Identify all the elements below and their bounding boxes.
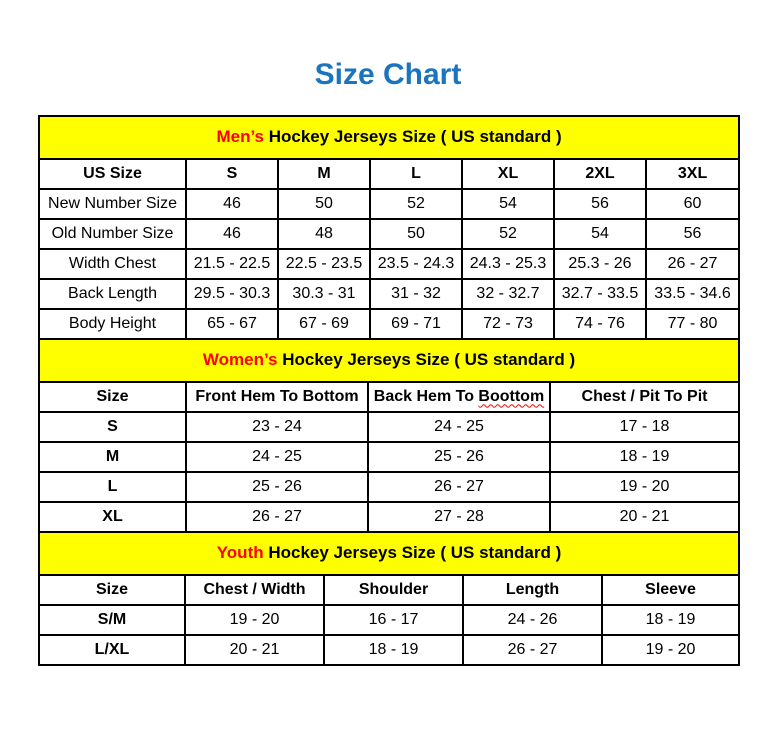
size-value-cell: 27 - 28 xyxy=(368,502,550,532)
row-label-cell: Body Height xyxy=(39,309,186,339)
size-value-cell: 48 xyxy=(278,219,370,249)
womens-section-header xyxy=(39,339,739,382)
size-value-cell: 31 - 32 xyxy=(370,279,462,309)
size-value-cell: 23 - 24 xyxy=(186,412,368,442)
size-value-cell: 24 - 26 xyxy=(463,605,602,635)
youth-column-header: Length xyxy=(463,575,602,605)
mens-header-highlight: Men’s xyxy=(216,127,264,146)
misspelled-word: Boottom xyxy=(478,387,545,405)
column-header-text: Back Hem To xyxy=(373,387,479,405)
row-label-cell: Width Chest xyxy=(39,249,186,279)
size-value-cell: 52 xyxy=(462,219,554,249)
size-value-cell: 77 - 80 xyxy=(646,309,739,339)
size-value-cell: 32.7 - 33.5 xyxy=(554,279,646,309)
mens-column-header: 2XL xyxy=(554,159,646,189)
size-value-cell: 26 - 27 xyxy=(368,472,550,502)
page-title: Size Chart xyxy=(314,58,462,91)
size-value-cell: 54 xyxy=(554,219,646,249)
mens-size-table xyxy=(38,115,740,340)
youth-column-header-row xyxy=(39,575,739,605)
size-value-cell: 50 xyxy=(370,219,462,249)
row-label-cell: S xyxy=(39,412,186,442)
size-value-cell: 29.5 - 30.3 xyxy=(186,279,278,309)
size-value-cell: 65 - 67 xyxy=(186,309,278,339)
size-value-cell: 32 - 32.7 xyxy=(462,279,554,309)
mens-column-header: S xyxy=(186,159,278,189)
womens-section-band xyxy=(39,339,739,382)
mens-row xyxy=(39,219,739,249)
mens-header-rest: Hockey Jerseys Size ( US standard ) xyxy=(264,127,562,146)
size-value-cell: 24.3 - 25.3 xyxy=(462,249,554,279)
womens-row xyxy=(39,442,739,472)
row-label-cell: XL xyxy=(39,502,186,532)
size-value-cell: 52 xyxy=(370,189,462,219)
size-value-cell: 56 xyxy=(554,189,646,219)
size-value-cell: 54 xyxy=(462,189,554,219)
womens-column-header: Chest / Pit To Pit xyxy=(550,382,739,412)
size-chart-page xyxy=(0,58,776,750)
mens-column-header: M xyxy=(278,159,370,189)
mens-column-header: XL xyxy=(462,159,554,189)
row-label-cell: New Number Size xyxy=(39,189,186,219)
size-value-cell: 18 - 19 xyxy=(550,442,739,472)
size-value-cell: 19 - 20 xyxy=(602,635,739,665)
womens-header-rest: Hockey Jerseys Size ( US standard ) xyxy=(277,350,576,369)
womens-column-header: Size xyxy=(39,382,186,412)
row-label-cell: Old Number Size xyxy=(39,219,186,249)
size-value-cell: 20 - 21 xyxy=(550,502,739,532)
youth-header-rest: Hockey Jerseys Size ( US standard ) xyxy=(263,543,562,562)
row-label-cell: L xyxy=(39,472,186,502)
size-value-cell: 25 - 26 xyxy=(368,442,550,472)
youth-column-header: Sleeve xyxy=(602,575,739,605)
size-value-cell: 74 - 76 xyxy=(554,309,646,339)
womens-row xyxy=(39,472,739,502)
size-value-cell: 23.5 - 24.3 xyxy=(370,249,462,279)
size-value-cell: 21.5 - 22.5 xyxy=(186,249,278,279)
mens-row xyxy=(39,309,739,339)
mens-row xyxy=(39,279,739,309)
size-value-cell: 46 xyxy=(186,219,278,249)
size-value-cell: 26 - 27 xyxy=(463,635,602,665)
mens-column-header: US Size xyxy=(39,159,186,189)
youth-row xyxy=(39,605,739,635)
size-value-cell: 24 - 25 xyxy=(186,442,368,472)
mens-section-header xyxy=(39,116,739,159)
size-value-cell: 69 - 71 xyxy=(370,309,462,339)
size-value-cell: 16 - 17 xyxy=(324,605,463,635)
size-value-cell: 67 - 69 xyxy=(278,309,370,339)
size-value-cell: 50 xyxy=(278,189,370,219)
youth-row xyxy=(39,635,739,665)
size-value-cell: 19 - 20 xyxy=(550,472,739,502)
youth-column-header: Size xyxy=(39,575,185,605)
womens-column-header-row xyxy=(39,382,739,412)
size-value-cell: 20 - 21 xyxy=(185,635,324,665)
size-chart xyxy=(38,115,738,666)
womens-column-header xyxy=(368,382,550,412)
mens-column-header: L xyxy=(370,159,462,189)
mens-row xyxy=(39,249,739,279)
size-value-cell: 33.5 - 34.6 xyxy=(646,279,739,309)
youth-size-table xyxy=(38,531,740,666)
size-value-cell: 25.3 - 26 xyxy=(554,249,646,279)
womens-row xyxy=(39,502,739,532)
youth-section-band xyxy=(39,532,739,575)
size-value-cell: 22.5 - 23.5 xyxy=(278,249,370,279)
size-value-cell: 26 - 27 xyxy=(646,249,739,279)
mens-column-header-row xyxy=(39,159,739,189)
womens-column-header: Front Hem To Bottom xyxy=(186,382,368,412)
size-value-cell: 24 - 25 xyxy=(368,412,550,442)
youth-column-header: Shoulder xyxy=(324,575,463,605)
row-label-cell: M xyxy=(39,442,186,472)
womens-row xyxy=(39,412,739,442)
size-value-cell: 18 - 19 xyxy=(602,605,739,635)
youth-header-highlight: Youth xyxy=(216,543,264,562)
youth-column-header: Chest / Width xyxy=(185,575,324,605)
size-value-cell: 30.3 - 31 xyxy=(278,279,370,309)
mens-section-band xyxy=(39,116,739,159)
size-value-cell: 72 - 73 xyxy=(462,309,554,339)
mens-row xyxy=(39,189,739,219)
youth-section-header xyxy=(39,532,739,575)
size-value-cell: 56 xyxy=(646,219,739,249)
mens-column-header: 3XL xyxy=(646,159,739,189)
size-value-cell: 17 - 18 xyxy=(550,412,739,442)
row-label-cell: L/XL xyxy=(39,635,185,665)
size-value-cell: 46 xyxy=(186,189,278,219)
size-value-cell: 18 - 19 xyxy=(324,635,463,665)
womens-size-table xyxy=(38,338,740,533)
size-value-cell: 25 - 26 xyxy=(186,472,368,502)
row-label-cell: Back Length xyxy=(39,279,186,309)
size-value-cell: 60 xyxy=(646,189,739,219)
size-value-cell: 19 - 20 xyxy=(185,605,324,635)
row-label-cell: S/M xyxy=(39,605,185,635)
size-value-cell: 26 - 27 xyxy=(186,502,368,532)
womens-header-highlight: Women’s xyxy=(202,350,278,369)
